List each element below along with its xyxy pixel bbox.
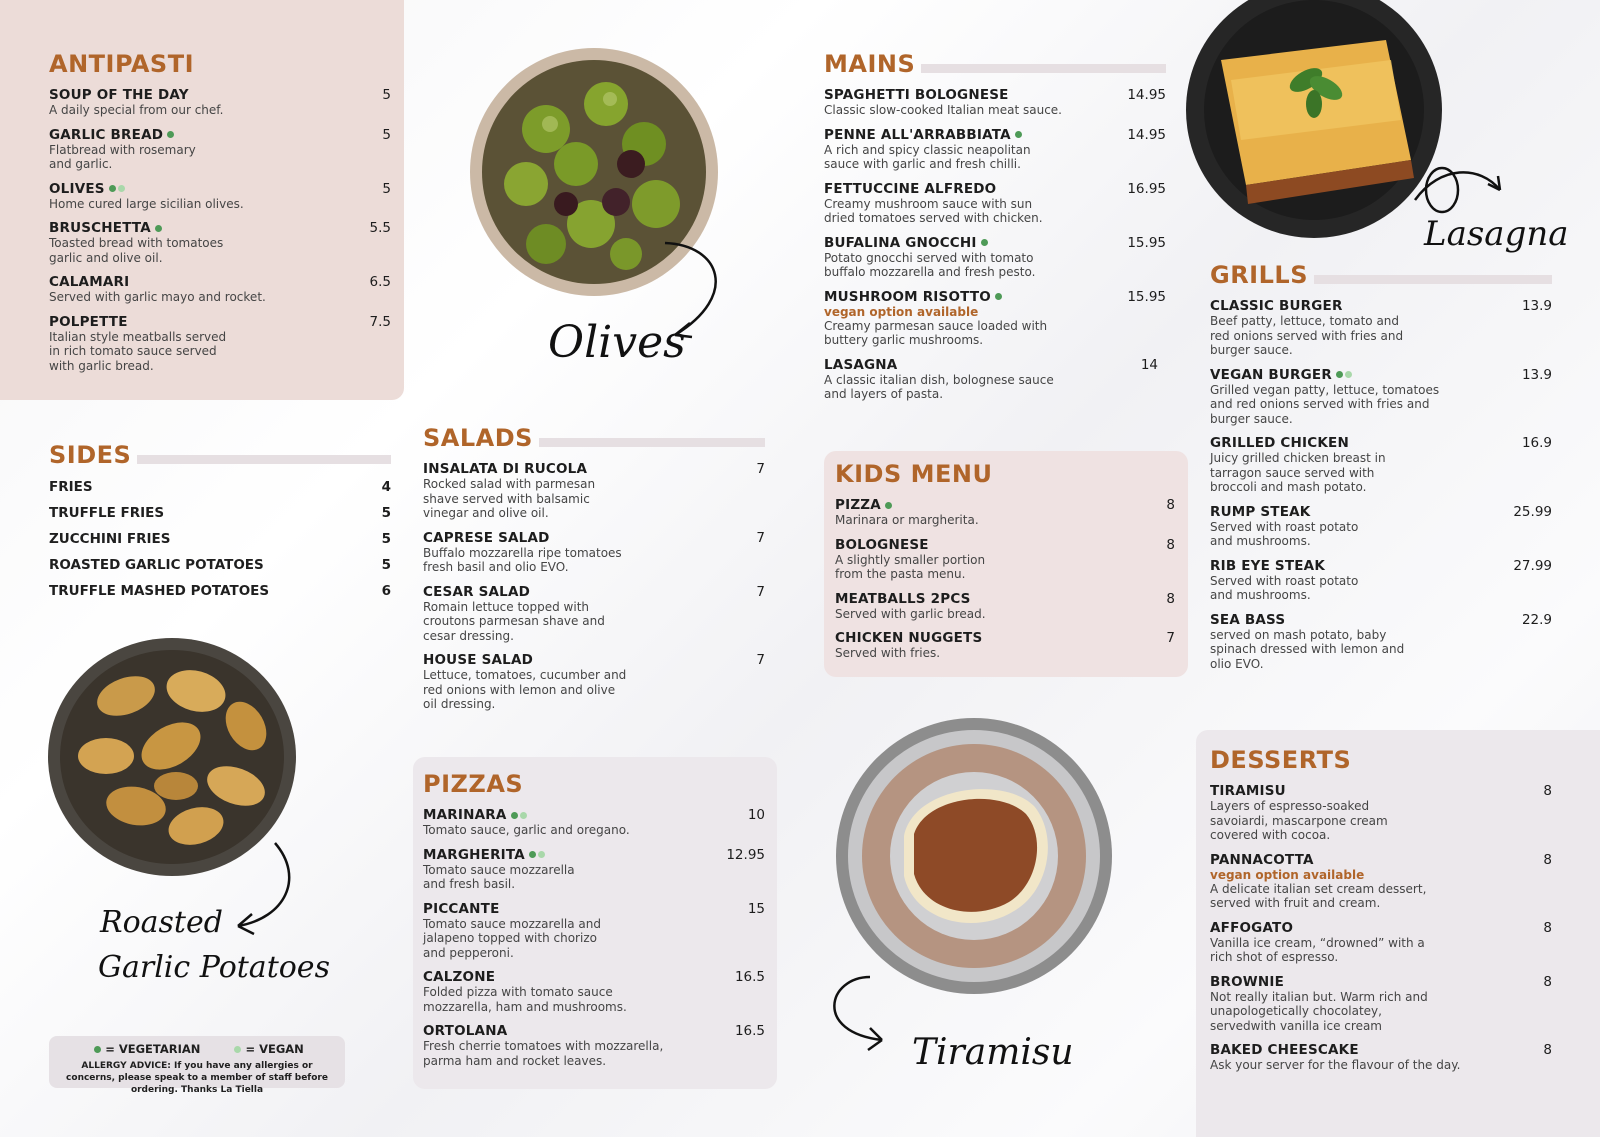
item-price: 5 <box>382 126 391 143</box>
allergy-advice: ALLERGY ADVICE: If you have any allergies or concerns, please speak to a member of staff before ordering. Thanks La Tiella <box>66 1061 328 1095</box>
item-name: BAKED CHEESCAKE <box>1210 1042 1359 1058</box>
item-description: Tomato sauce mozzarella and jalapeno topped with chorizo and pepperoni. <box>423 916 601 960</box>
curved-arrow-icon <box>818 972 898 1062</box>
item-price: 16.9 <box>1521 435 1552 451</box>
item-price: 5 <box>382 87 391 103</box>
item-price: 7 <box>756 461 765 477</box>
item-name: CALZONE <box>423 969 496 985</box>
item-name: MUSHROOM RISOTTO <box>824 288 991 305</box>
vegetarian-dot-icon <box>94 1046 101 1053</box>
vegetarian-dot-icon <box>995 293 1002 300</box>
menu-item <box>1210 920 1552 965</box>
section-title: DESSERTS <box>1210 746 1352 774</box>
menu-item <box>423 530 765 575</box>
item-description: Layers of espresso-soaked savoiardi, mascarpone cream covered with cocoa. <box>1210 799 1388 842</box>
item-name: MEATBALLS 2PCS <box>835 590 971 607</box>
side-item <box>49 583 391 609</box>
menu-item <box>423 901 765 961</box>
item-description: Toasted bread with tomatoes garlic and olive oil. <box>49 236 224 265</box>
title-underline <box>1314 275 1552 284</box>
title-underline <box>921 64 1166 73</box>
item-price: 8 <box>1166 497 1175 513</box>
menu-item <box>49 87 391 118</box>
item-price: 22.9 <box>1521 611 1552 628</box>
potatoes-caption-line1: Roasted <box>100 905 223 940</box>
item-name: RUMP STEAK <box>1210 503 1311 520</box>
item-name: TRUFFLE MASHED POTATOES <box>49 583 270 599</box>
item-name: PIZZA <box>835 497 881 513</box>
item-price: 13.9 <box>1521 366 1552 383</box>
item-description: Creamy parmesan sauce loaded with buttery garlic mushrooms. <box>824 318 1048 347</box>
item-description: Home cured large sicilian olives. <box>49 196 244 211</box>
legend-vegan: = VEGAN <box>245 1042 304 1056</box>
menu-item <box>824 235 1166 280</box>
mains-section <box>824 50 1166 402</box>
vegan-dot-icon <box>1345 371 1352 378</box>
vegan-option-note: vegan option available <box>1210 867 1365 882</box>
section-title: GRILLS <box>1210 261 1552 289</box>
item-name: PICCANTE <box>423 900 500 917</box>
item-name: GARLIC BREAD <box>49 126 164 143</box>
lasagna-caption: Lasagna <box>1424 214 1569 254</box>
item-price: 14.95 <box>1127 126 1166 143</box>
item-name: FRIES <box>49 479 93 495</box>
olives-caption: Olives <box>548 317 686 368</box>
menu-item <box>1210 783 1552 843</box>
menu-item <box>423 969 765 1014</box>
item-price: 15 <box>747 900 765 917</box>
item-name: PANNACOTTA <box>1210 851 1314 868</box>
item-price: 12.95 <box>726 846 765 863</box>
menu-item <box>1210 298 1552 358</box>
item-price: 16.5 <box>734 969 765 985</box>
item-price: 15.95 <box>1127 234 1166 251</box>
menu-item <box>1210 367 1552 427</box>
pizzas-section <box>423 770 765 1068</box>
vegetarian-dot-icon <box>511 812 518 819</box>
menu-item <box>49 181 391 212</box>
item-price: 15.95 <box>1127 288 1166 305</box>
vegan-dot-icon <box>538 851 545 858</box>
item-price: 7 <box>756 583 765 600</box>
antipasti-section <box>49 50 391 373</box>
item-description: A daily special from our chef. <box>49 103 224 117</box>
item-price: 16.95 <box>1127 180 1166 197</box>
item-price: 7 <box>756 529 765 546</box>
title-underline <box>539 438 765 447</box>
item-price: 25.99 <box>1513 503 1552 520</box>
item-name: ZUCCHINI FRIES <box>49 531 171 547</box>
item-description: Served with garlic bread. <box>835 606 986 621</box>
side-item <box>49 479 391 505</box>
item-price: 8 <box>1166 536 1175 553</box>
item-price: 5 <box>381 505 391 521</box>
item-name: PENNE ALL'ARRABBIATA <box>824 126 1011 143</box>
vegetarian-dot-icon <box>109 185 116 192</box>
item-description: Grilled vegan patty, lettuce, tomatoes and red onions served with fries and burger sauce. <box>1210 382 1440 426</box>
item-description: Served with fries. <box>835 646 941 660</box>
item-price: 8 <box>1543 783 1552 799</box>
item-price: 7 <box>1166 630 1175 646</box>
item-name: VEGAN BURGER <box>1210 366 1332 383</box>
menu-item <box>49 220 391 265</box>
menu-item <box>49 314 391 374</box>
tiramisu-caption: Tiramisu <box>912 1032 1074 1073</box>
item-description: Flatbread with rosemary and garlic. <box>49 142 196 171</box>
menu-item <box>423 807 765 838</box>
item-description: Vanilla ice cream, “drowned” with a rich shot of espresso. <box>1210 935 1425 964</box>
potatoes-caption-line2: Garlic Potatoes <box>98 950 330 985</box>
item-description: Romain lettuce topped with croutons parmesan shave and cesar dressing. <box>423 599 605 643</box>
item-description: Creamy mushroom sauce with sun dried tomatoes served with chicken. <box>824 196 1043 225</box>
menu-item <box>1210 1042 1552 1073</box>
item-description: Beef patty, lettuce, tomato and red onions served with fries and burger sauce. <box>1210 314 1404 357</box>
item-description: Marinara or margherita. <box>835 513 979 527</box>
vegan-dot-icon <box>520 812 527 819</box>
section-title: KIDS MENU <box>835 460 993 488</box>
item-price: 27.99 <box>1513 557 1552 574</box>
item-name: CALAMARI <box>49 274 130 290</box>
item-description: A slightly smaller portion from the pasta menu. <box>835 552 986 581</box>
menu-item <box>835 537 1175 582</box>
vegan-dot-icon <box>118 185 125 192</box>
vegetarian-dot-icon <box>885 502 892 509</box>
item-price: 5 <box>381 557 391 573</box>
item-description: Served with roast potato and mushrooms. <box>1210 519 1359 548</box>
item-price: 13.9 <box>1521 298 1552 314</box>
section-title: SALADS <box>423 424 765 452</box>
item-name: TRUFFLE FRIES <box>49 505 165 521</box>
item-description: Tomato sauce mozzarella and fresh basil. <box>423 862 575 891</box>
item-price: 6.5 <box>369 274 391 290</box>
menu-item <box>824 357 1166 402</box>
item-price: 10 <box>747 807 765 823</box>
item-price: 8 <box>1543 851 1552 868</box>
menu-item <box>1210 612 1552 672</box>
item-description: Ask your server for the flavour of the day. <box>1210 1058 1461 1072</box>
item-description: served on mash potato, baby spinach dressed with lemon and olio EVO. <box>1210 627 1405 671</box>
item-name: RIB EYE STEAK <box>1210 557 1325 574</box>
title-underline <box>137 455 391 464</box>
vegan-dot-icon <box>234 1046 241 1053</box>
item-name: ORTOLANA <box>423 1023 508 1039</box>
item-name: BOLOGNESE <box>835 536 929 553</box>
item-name: CESAR SALAD <box>423 583 531 600</box>
item-name: INSALATA DI RUCOLA <box>423 461 588 477</box>
item-description: A classic italian dish, bolognese sauce and layers of pasta. <box>824 372 1054 401</box>
menu-item <box>423 461 765 521</box>
section-title: SIDES <box>49 441 391 469</box>
vegan-option-note: vegan option available <box>824 304 979 319</box>
salads-section <box>423 424 765 712</box>
dietary-legend <box>49 1036 345 1095</box>
item-price: 5 <box>382 180 391 197</box>
menu-item <box>824 127 1166 172</box>
item-name: MARGHERITA <box>423 846 525 863</box>
item-name: SPAGHETTI BOLOGNESE <box>824 87 1009 103</box>
menu-item <box>835 630 1175 661</box>
item-price: 6 <box>381 583 391 599</box>
vegetarian-dot-icon <box>155 225 162 232</box>
item-name: AFFOGATO <box>1210 919 1294 936</box>
item-name: OLIVES <box>49 180 105 197</box>
menu-item <box>1210 435 1552 495</box>
lasagna-plate-image <box>1186 0 1442 244</box>
legend-vegetarian: = VEGETARIAN <box>105 1042 201 1056</box>
curved-arrow-icon <box>230 838 310 938</box>
item-price: 5 <box>381 531 391 547</box>
item-price: 14 <box>1140 356 1158 373</box>
sides-section <box>49 441 391 609</box>
item-description: A delicate italian set cream dessert, served with fruit and cream. <box>1210 881 1427 910</box>
item-name: HOUSE SALAD <box>423 652 534 668</box>
item-price: 8 <box>1166 590 1175 607</box>
item-name: LASAGNA <box>824 356 898 373</box>
item-price: 5.5 <box>369 220 391 236</box>
item-description: Italian style meatballs served in rich tomato sauce served with garlic bread. <box>49 329 227 373</box>
vegetarian-dot-icon <box>1015 131 1022 138</box>
vegetarian-dot-icon <box>529 851 536 858</box>
item-name: TIRAMISU <box>1210 783 1286 799</box>
side-item <box>49 505 391 531</box>
desserts-section <box>1210 746 1552 1073</box>
vegetarian-dot-icon <box>167 131 174 138</box>
item-description: Classic slow-cooked Italian meat sauce. <box>824 103 1062 117</box>
menu-item <box>423 1023 765 1068</box>
menu-item <box>49 127 391 172</box>
item-name: CAPRESE SALAD <box>423 529 550 546</box>
item-description: Lettuce, tomatoes, cucumber and red onions with lemon and olive oil dressing. <box>423 668 627 711</box>
item-description: Rocked salad with parmesan shave served with balsamic vinegar and olive oil. <box>423 477 596 520</box>
menu-item <box>824 289 1166 348</box>
tiramisu-plate-image <box>834 716 1114 996</box>
item-name: SOUP OF THE DAY <box>49 87 189 103</box>
menu-item <box>824 181 1166 226</box>
item-price: 16.5 <box>734 1023 765 1039</box>
item-description: A rich and spicy classic neapolitan sauce with garlic and fresh chilli. <box>824 142 1031 171</box>
item-name: ROASTED GARLIC POTATOES <box>49 557 264 573</box>
item-description: Potato gnocchi served with tomato buffalo mozzarella and fresh pesto. <box>824 250 1036 279</box>
grills-section <box>1210 261 1552 671</box>
menu-item <box>423 847 765 892</box>
menu-item <box>423 584 765 644</box>
item-description: Fresh cherrie tomatoes with mozzarella, parma ham and rocket leaves. <box>423 1039 664 1068</box>
item-price: 8 <box>1543 973 1552 990</box>
item-name: MARINARA <box>423 807 507 823</box>
item-price: 7.5 <box>369 313 391 330</box>
item-name: BUFALINA GNOCCHI <box>824 234 977 251</box>
menu-item <box>824 87 1166 118</box>
menu-item <box>1210 558 1552 603</box>
menu-item <box>423 652 765 712</box>
item-description: Not really italian but. Warm rich and unapologetically chocolatey, servedwith vanilla ice cream <box>1210 989 1428 1033</box>
item-description: Served with roast potato and mushrooms. <box>1210 573 1359 602</box>
item-description: Served with garlic mayo and rocket. <box>49 290 266 304</box>
item-price: 14.95 <box>1127 87 1166 103</box>
section-title: ANTIPASTI <box>49 50 195 78</box>
item-description: Folded pizza with tomato sauce mozzarella, ham and mushrooms. <box>423 985 627 1014</box>
menu-item <box>835 591 1175 622</box>
section-title: MAINS <box>824 50 1166 78</box>
item-name: BRUSCHETTA <box>49 220 151 236</box>
item-price: 7 <box>756 652 765 668</box>
item-description: Juicy grilled chicken breast in tarragon sauce served with broccoli and mash potato. <box>1210 451 1386 494</box>
item-name: GRILLED CHICKEN <box>1210 435 1349 451</box>
kids-menu-section <box>835 460 1175 661</box>
side-item <box>49 557 391 583</box>
item-price: 8 <box>1543 919 1552 936</box>
menu-item <box>1210 974 1552 1034</box>
menu-item <box>1210 852 1552 911</box>
item-name: BROWNIE <box>1210 973 1284 990</box>
item-price: 8 <box>1543 1042 1552 1058</box>
item-name: CLASSIC BURGER <box>1210 298 1343 314</box>
menu-item <box>1210 504 1552 549</box>
menu-item <box>835 497 1175 528</box>
item-description: Tomato sauce, garlic and oregano. <box>423 823 630 837</box>
item-name: POLPETTE <box>49 313 128 330</box>
section-title: PIZZAS <box>423 770 524 798</box>
item-price: 4 <box>381 479 391 495</box>
item-name: SEA BASS <box>1210 611 1286 628</box>
menu-item <box>49 274 391 305</box>
item-description: Buffalo mozzarella ripe tomatoes fresh basil and olio EVO. <box>423 545 622 574</box>
vegetarian-dot-icon <box>981 239 988 246</box>
side-item <box>49 531 391 557</box>
item-name: FETTUCCINE ALFREDO <box>824 180 997 197</box>
vegetarian-dot-icon <box>1336 371 1343 378</box>
item-name: CHICKEN NUGGETS <box>835 630 983 646</box>
